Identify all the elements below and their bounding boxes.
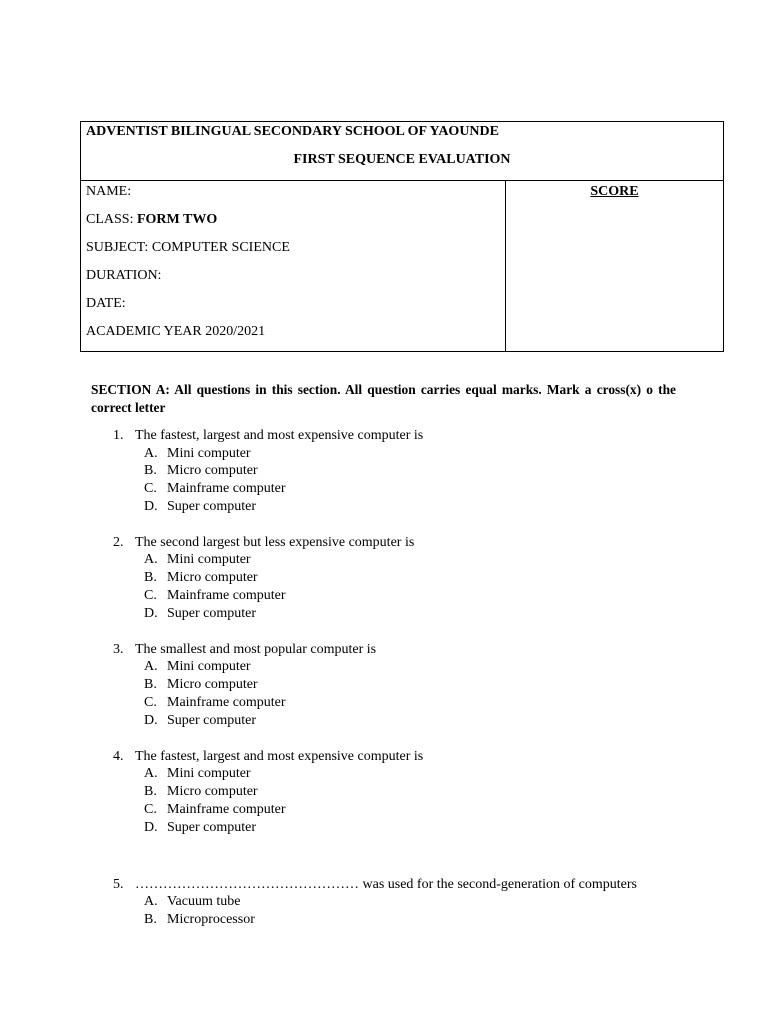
- question-text: The smallest and most popular computer is: [135, 642, 377, 657]
- option-letter[interactable]: A.: [144, 894, 158, 909]
- question-number: 5.: [113, 877, 124, 892]
- option-text: Micro computer: [167, 463, 258, 478]
- exam-header-box: [80, 121, 724, 181]
- name-label: NAME:: [86, 184, 132, 199]
- option-letter[interactable]: A.: [144, 659, 158, 674]
- option-letter[interactable]: C.: [144, 695, 157, 710]
- class-value: FORM TWO: [136, 212, 218, 227]
- question-text: The fastest, largest and most expensive computer is: [135, 428, 424, 443]
- option-text: Vacuum tube: [167, 894, 241, 909]
- option-letter[interactable]: B.: [144, 784, 157, 799]
- duration-label: DURATION:: [86, 268, 162, 283]
- class-label: CLASS:: [86, 212, 137, 227]
- section-instructions: SECTION A: All questions in this section. All question carries equal marks. Mark a cross(x) o the correct letter: [91, 382, 676, 415]
- option-text: Micro computer: [167, 677, 258, 692]
- option-text: Micro computer: [167, 784, 258, 799]
- question-number: 1.: [113, 428, 124, 443]
- option-text: Mainframe computer: [167, 588, 286, 603]
- option-letter[interactable]: B.: [144, 463, 157, 478]
- subject-line: SUBJECT: COMPUTER SCIENCE: [86, 240, 290, 255]
- class-line: [86, 212, 217, 228]
- question-number: 2.: [113, 535, 124, 550]
- option-letter[interactable]: C.: [144, 802, 157, 817]
- option-letter[interactable]: A.: [144, 446, 158, 461]
- option-letter[interactable]: A.: [144, 766, 158, 781]
- option-text: Super computer: [167, 606, 257, 621]
- school-name: ADVENTIST BILINGUAL SECONDARY SCHOOL OF YAOUNDE: [86, 124, 499, 139]
- option-text: Micro computer: [167, 570, 258, 585]
- option-letter[interactable]: C.: [144, 588, 157, 603]
- option-letter[interactable]: B.: [144, 677, 157, 692]
- option-text: Super computer: [167, 820, 257, 835]
- option-letter[interactable]: B.: [144, 912, 157, 927]
- academic-year: ACADEMIC YEAR 2020/2021: [86, 324, 266, 339]
- student-info-box: [80, 180, 724, 352]
- date-label: DATE:: [86, 296, 126, 311]
- option-text: Super computer: [167, 713, 257, 728]
- option-text: Mainframe computer: [167, 802, 286, 817]
- option-text: Microprocessor: [167, 912, 255, 927]
- option-text: Mini computer: [167, 766, 251, 781]
- option-text: Mini computer: [167, 659, 251, 674]
- option-letter[interactable]: D.: [144, 499, 158, 514]
- question-text: The fastest, largest and most expensive computer is: [135, 749, 424, 764]
- score-label: SCORE: [590, 184, 639, 199]
- evaluation-title: FIRST SEQUENCE EVALUATION: [293, 152, 511, 167]
- question-number: 4.: [113, 749, 124, 764]
- question-number: 3.: [113, 642, 124, 657]
- option-letter[interactable]: D.: [144, 606, 158, 621]
- option-letter[interactable]: B.: [144, 570, 157, 585]
- option-letter[interactable]: C.: [144, 481, 157, 496]
- option-letter[interactable]: D.: [144, 713, 158, 728]
- option-text: Mini computer: [167, 446, 251, 461]
- student-info-fields: [81, 181, 506, 351]
- option-text: Mini computer: [167, 552, 251, 567]
- question-text: ………………………………………… was used for the second-generation of computers: [135, 877, 637, 892]
- option-text: Mainframe computer: [167, 481, 286, 496]
- option-letter[interactable]: D.: [144, 820, 158, 835]
- option-letter[interactable]: A.: [144, 552, 158, 567]
- question-text: The second largest but less expensive computer is: [135, 535, 415, 550]
- option-text: Super computer: [167, 499, 257, 514]
- option-text: Mainframe computer: [167, 695, 286, 710]
